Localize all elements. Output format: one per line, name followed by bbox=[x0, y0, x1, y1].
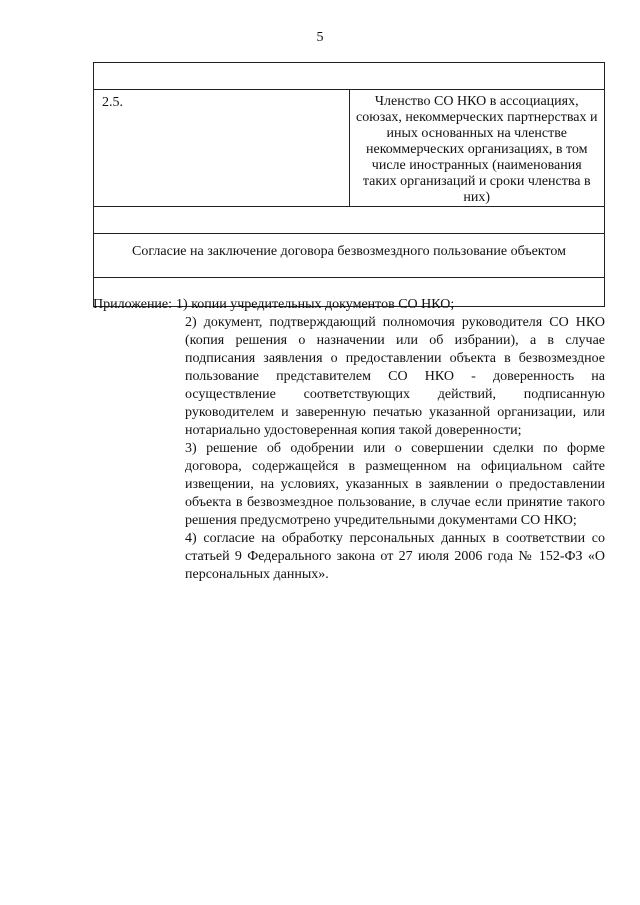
appendix-items bbox=[185, 314, 605, 584]
appendix-label: Приложение: bbox=[93, 297, 173, 312]
row-number: 2.5. bbox=[94, 90, 350, 207]
appendix-head bbox=[93, 296, 605, 314]
table-cell-empty bbox=[94, 207, 605, 234]
table-row-empty-top bbox=[94, 63, 605, 90]
appendix-item-2: 2) документ, подтверждающий полномочия руководителя СО НКО (копия решения о назначении или об избрании), а в случае подписания заявления о предоставлении объекта в безвозмездное пользование представителем СО НКО - доверенность на осуществление соответствующих действий, подписанную руководителем и заверенную печатью указанной организации, или нотариально удостоверенная копия такой доверенности; bbox=[185, 315, 605, 438]
table-row-2-5 bbox=[94, 90, 605, 207]
application-form-table bbox=[93, 62, 605, 307]
appendix-section bbox=[93, 296, 605, 584]
table-row-consent bbox=[94, 234, 605, 278]
row-description: Членство СО НКО в ассоциациях, союзах, некоммерческих партнерствах и иных основанных на членстве некоммерческих организациях, в том числе иностранных (наименования таких организаций и сроки членства в них) bbox=[349, 90, 605, 207]
table-cell-empty bbox=[94, 63, 605, 90]
page-number: 5 bbox=[316, 30, 324, 45]
table-row-empty-middle bbox=[94, 207, 605, 234]
appendix-item-3: 3) решение об одобрении или о совершении сделки по форме договора, содержащейся в размещенном на официальном сайте извещении, на условиях, указанных в заявлении о предоставлении объекта в безвозмездное пользование, в случае если принятие такого решения предусмотрено учредительными документами СО НКО; bbox=[185, 441, 605, 528]
appendix-item-4: 4) согласие на обработку персональных данных в соответствии со статьей 9 Федерального закона от 27 июля 2006 года № 152-ФЗ «О персональных данных». bbox=[185, 531, 605, 582]
appendix-item-1: 1) копии учредительных документов СО НКО; bbox=[176, 297, 455, 312]
consent-heading: Согласие на заключение договора безвозмездного пользование объектом bbox=[94, 234, 605, 278]
